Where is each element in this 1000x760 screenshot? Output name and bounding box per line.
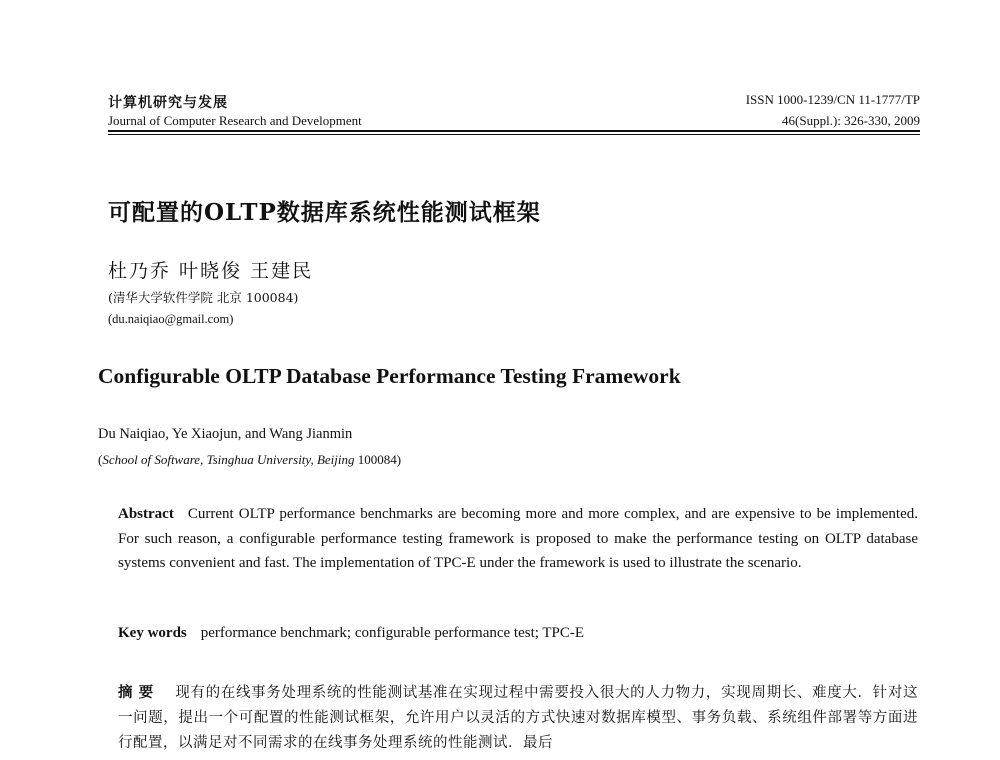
affiliation-en-text: School of Software, Tsinghua University, Beijing: [102, 452, 355, 467]
abstract-label: Abstract: [118, 506, 174, 522]
affiliation-en-open: (: [98, 452, 103, 467]
keywords-label: Key words: [118, 625, 187, 641]
header-rule-thin: [108, 134, 920, 135]
journal-name-en: Journal of Computer Research and Development: [108, 113, 362, 128]
header-rule: [108, 130, 920, 132]
affiliation-en-code: 100084): [354, 452, 402, 467]
abstract-cn-text: 现有的在线事务处理系统的性能测试基准在实现过程中需要投入很大的人力物力，实现周期长、难度大．针对这一问题，提出一个可配置的性能测试框架，允许用户以灵活的方式快速对数据库模型、事务负载、系统组件部署等方面进行配置，以满足对不同需求的在线事务处理系统的性能测试．最后: [118, 685, 919, 751]
authors-en: Du Naiqiao, Ye Xiaojun, and Wang Jianmin: [98, 426, 353, 442]
keywords-en: [118, 625, 918, 642]
abstract-cn: [118, 680, 918, 756]
author-email: (du.naiqiao@gmail.com): [108, 312, 234, 326]
paper-title-cn: 可配置的OLTP数据库系统性能测试框架: [108, 199, 541, 226]
abstract-cn-label: 摘要: [118, 684, 160, 701]
issn: ISSN 1000-1239/CN 11-1777/TP: [745, 92, 920, 107]
paper-title-en: Configurable OLTP Database Performance Testing Framework: [98, 364, 681, 388]
journal-name-cn: 计算机研究与发展: [108, 95, 228, 111]
volume-pages: 46(Suppl.): 326-330, 2009: [782, 113, 920, 128]
abstract-en: [118, 502, 918, 576]
affiliation-cn: (清华大学软件学院 北京 100084): [108, 290, 299, 305]
authors-cn: 杜乃乔 叶晓俊 王建民: [108, 260, 314, 282]
keywords-text: performance benchmark; configurable performance test; TPC-E: [200, 625, 585, 641]
affiliation-en: [98, 452, 401, 468]
abstract-text: Current OLTP performance benchmarks are becoming more and more complex, and are expensive to be implemented. For such reason, a configurable performance testing framework is proposed to make the performance testing on OLTP database systems convenient and fast. The implementation of TPC-E under the framework is used to illustrate the scenario.: [118, 506, 918, 571]
